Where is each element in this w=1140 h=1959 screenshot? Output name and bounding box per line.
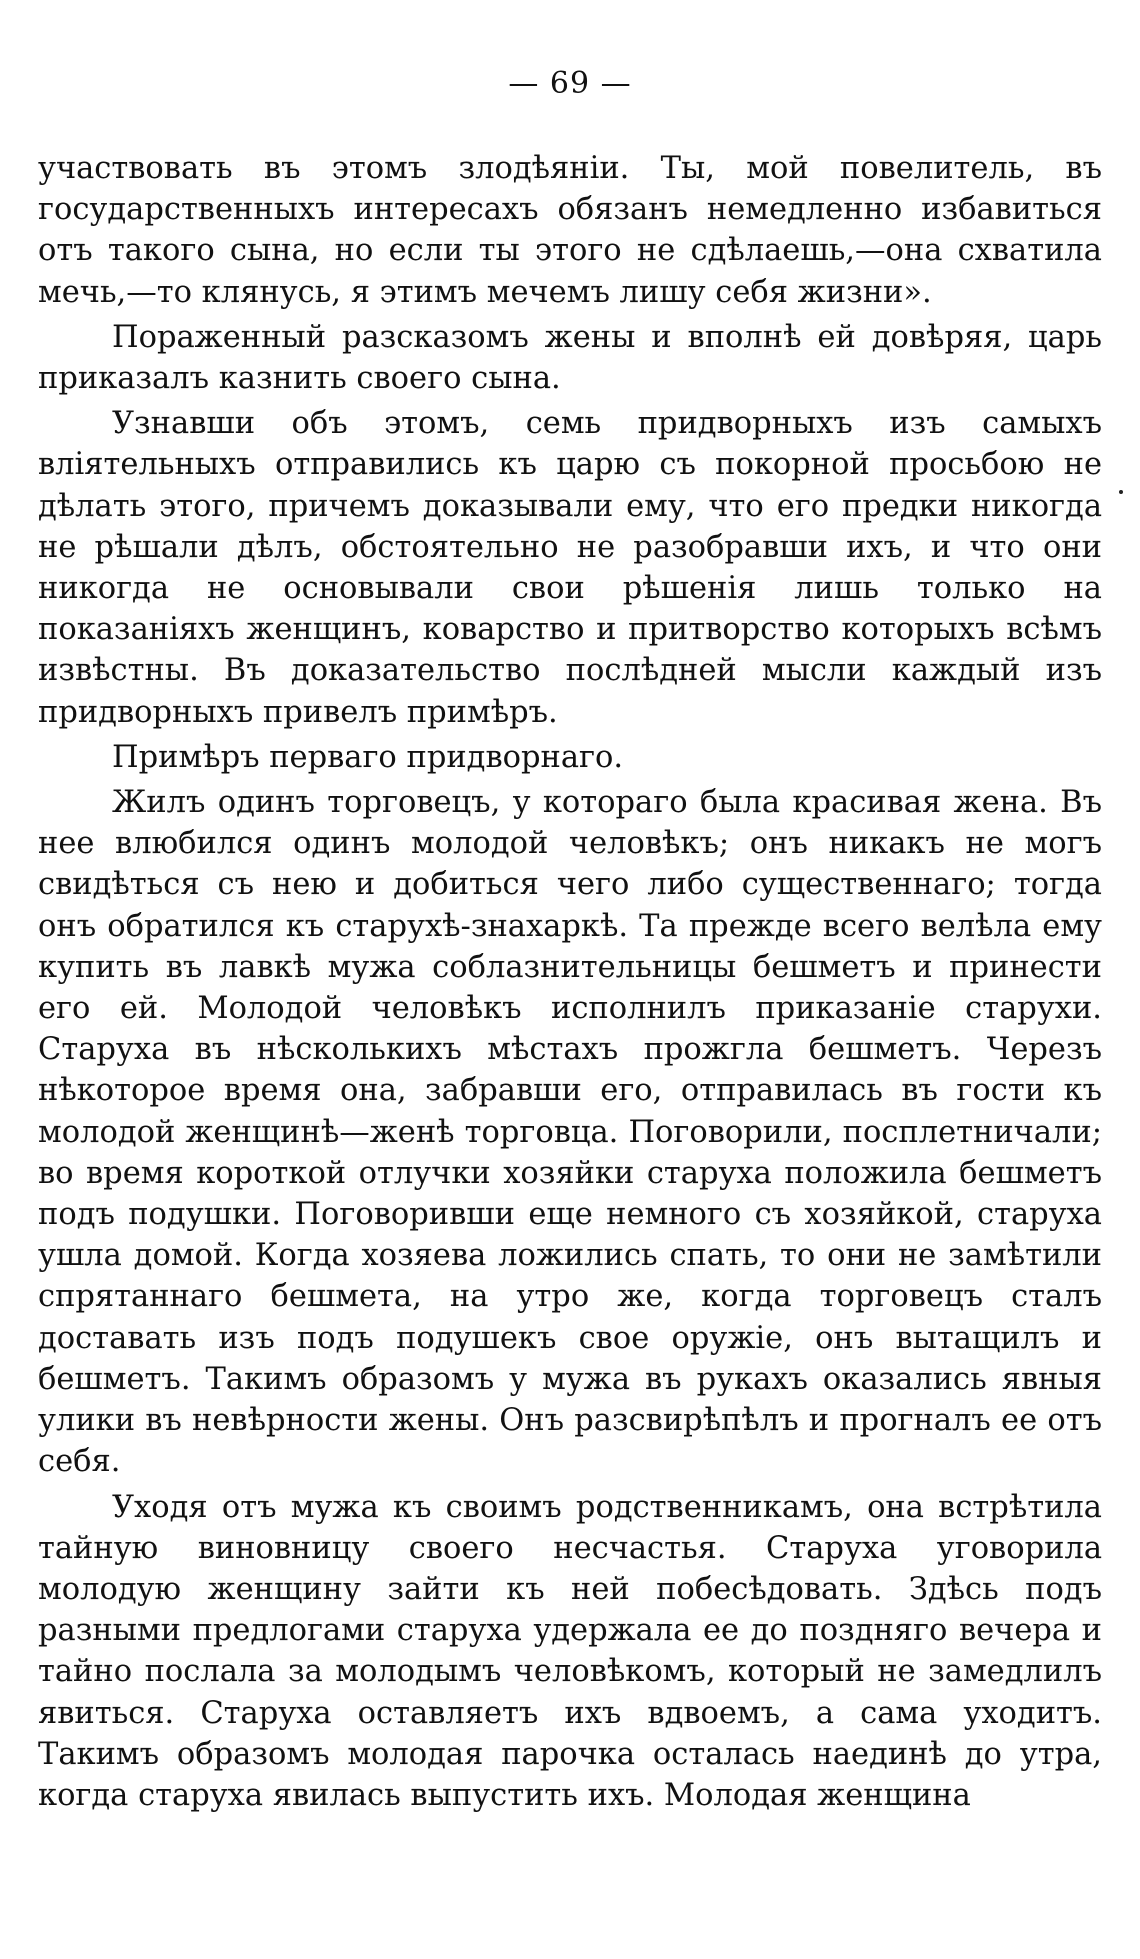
paragraph: Жилъ одинъ торговецъ, у котораго была красивая жена. Въ нее влюбился одинъ молодой человѣкъ; онъ никакъ не могъ свидѣться съ нею и добиться чего либо существеннаго; тогда онъ обратился къ старухѣ-знахаркѣ. Та прежде всего велѣла ему купить въ лавкѣ мужа соблазнительницы бешметъ и принести его ей. Молодой человѣкъ исполнилъ приказаніе старухи. Старуха въ нѣсколькихъ мѣстахъ прожгла бешметъ. Черезъ нѣкоторое время она, забравши его, отправилась въ гости къ молодой женщинѣ—женѣ торговца. Поговорили, посплетничали; во время короткой отлучки хозяйки старуха положила бешметъ подъ подушки. Поговоривши еще немного съ хозяйкой, старуха ушла домой. Когда хозяева ложились спать, то они не замѣтили спрятаннаго бешмета, на утро же, когда торговецъ сталъ доставать изъ подъ подушекъ свое оружіе, онъ вытащилъ и бешметъ. Такимъ образомъ у мужа въ рукахъ оказались явныя улики въ невѣрности жены. Онъ разсвирѣпѣлъ и прогналъ ее отъ себя. (38, 785, 1102, 1480)
margin-mark (1119, 490, 1123, 494)
paragraph: Уходя отъ мужа къ своимъ родственникамъ, она встрѣтила тайную виновницу своего несчастья. Старуха уговорила молодую женщину зайти къ ней побесѣдовать. Здѣсь подъ разными предлогами старуха удержала ее до поздняго вечера и тайно послала за молодымъ человѣкомъ, который не замедлилъ явиться. Старуха оставляетъ ихъ вдвоемъ, а сама уходитъ. Такимъ образомъ молодая парочка осталась наединѣ до утра, когда старуха явилась выпустить ихъ. Молодая женщина (38, 1489, 1102, 1813)
paragraph: Узнавши объ этомъ, семь придворныхъ изъ самыхъ вліятельныхъ отправились къ царю съ покорной просьбою не дѣлать этого, причемъ доказывали ему, что его предки никогда не рѣшали дѣлъ, обстоятельно не разобравши ихъ, и что они никогда не основывали свои рѣшенія лишь только на показаніяхъ женщинъ, коварство и притворство которыхъ всѣмъ извѣстны. Въ доказательство послѣдней мысли каждый изъ придворныхъ привелъ примѣръ. (38, 406, 1102, 730)
paragraph-heading: Примѣръ перваго придворнаго. (112, 739, 624, 775)
body-text (38, 148, 1102, 1816)
paragraph: участвовать въ этомъ злодѣяніи. Ты, мой повелитель, въ государственныхъ интересахъ обязанъ немедленно избавиться отъ такого сына, но если ты этого не сдѣлаешь,—она схватила мечь,—то клянусь, я этимъ мечемъ лишу себя жизни». (38, 151, 1102, 310)
page-number: — 69 — (508, 66, 632, 101)
paragraph: Пораженный разсказомъ жены и вполнѣ ей довѣряя, царь приказалъ казнить своего сына. (38, 319, 1102, 397)
